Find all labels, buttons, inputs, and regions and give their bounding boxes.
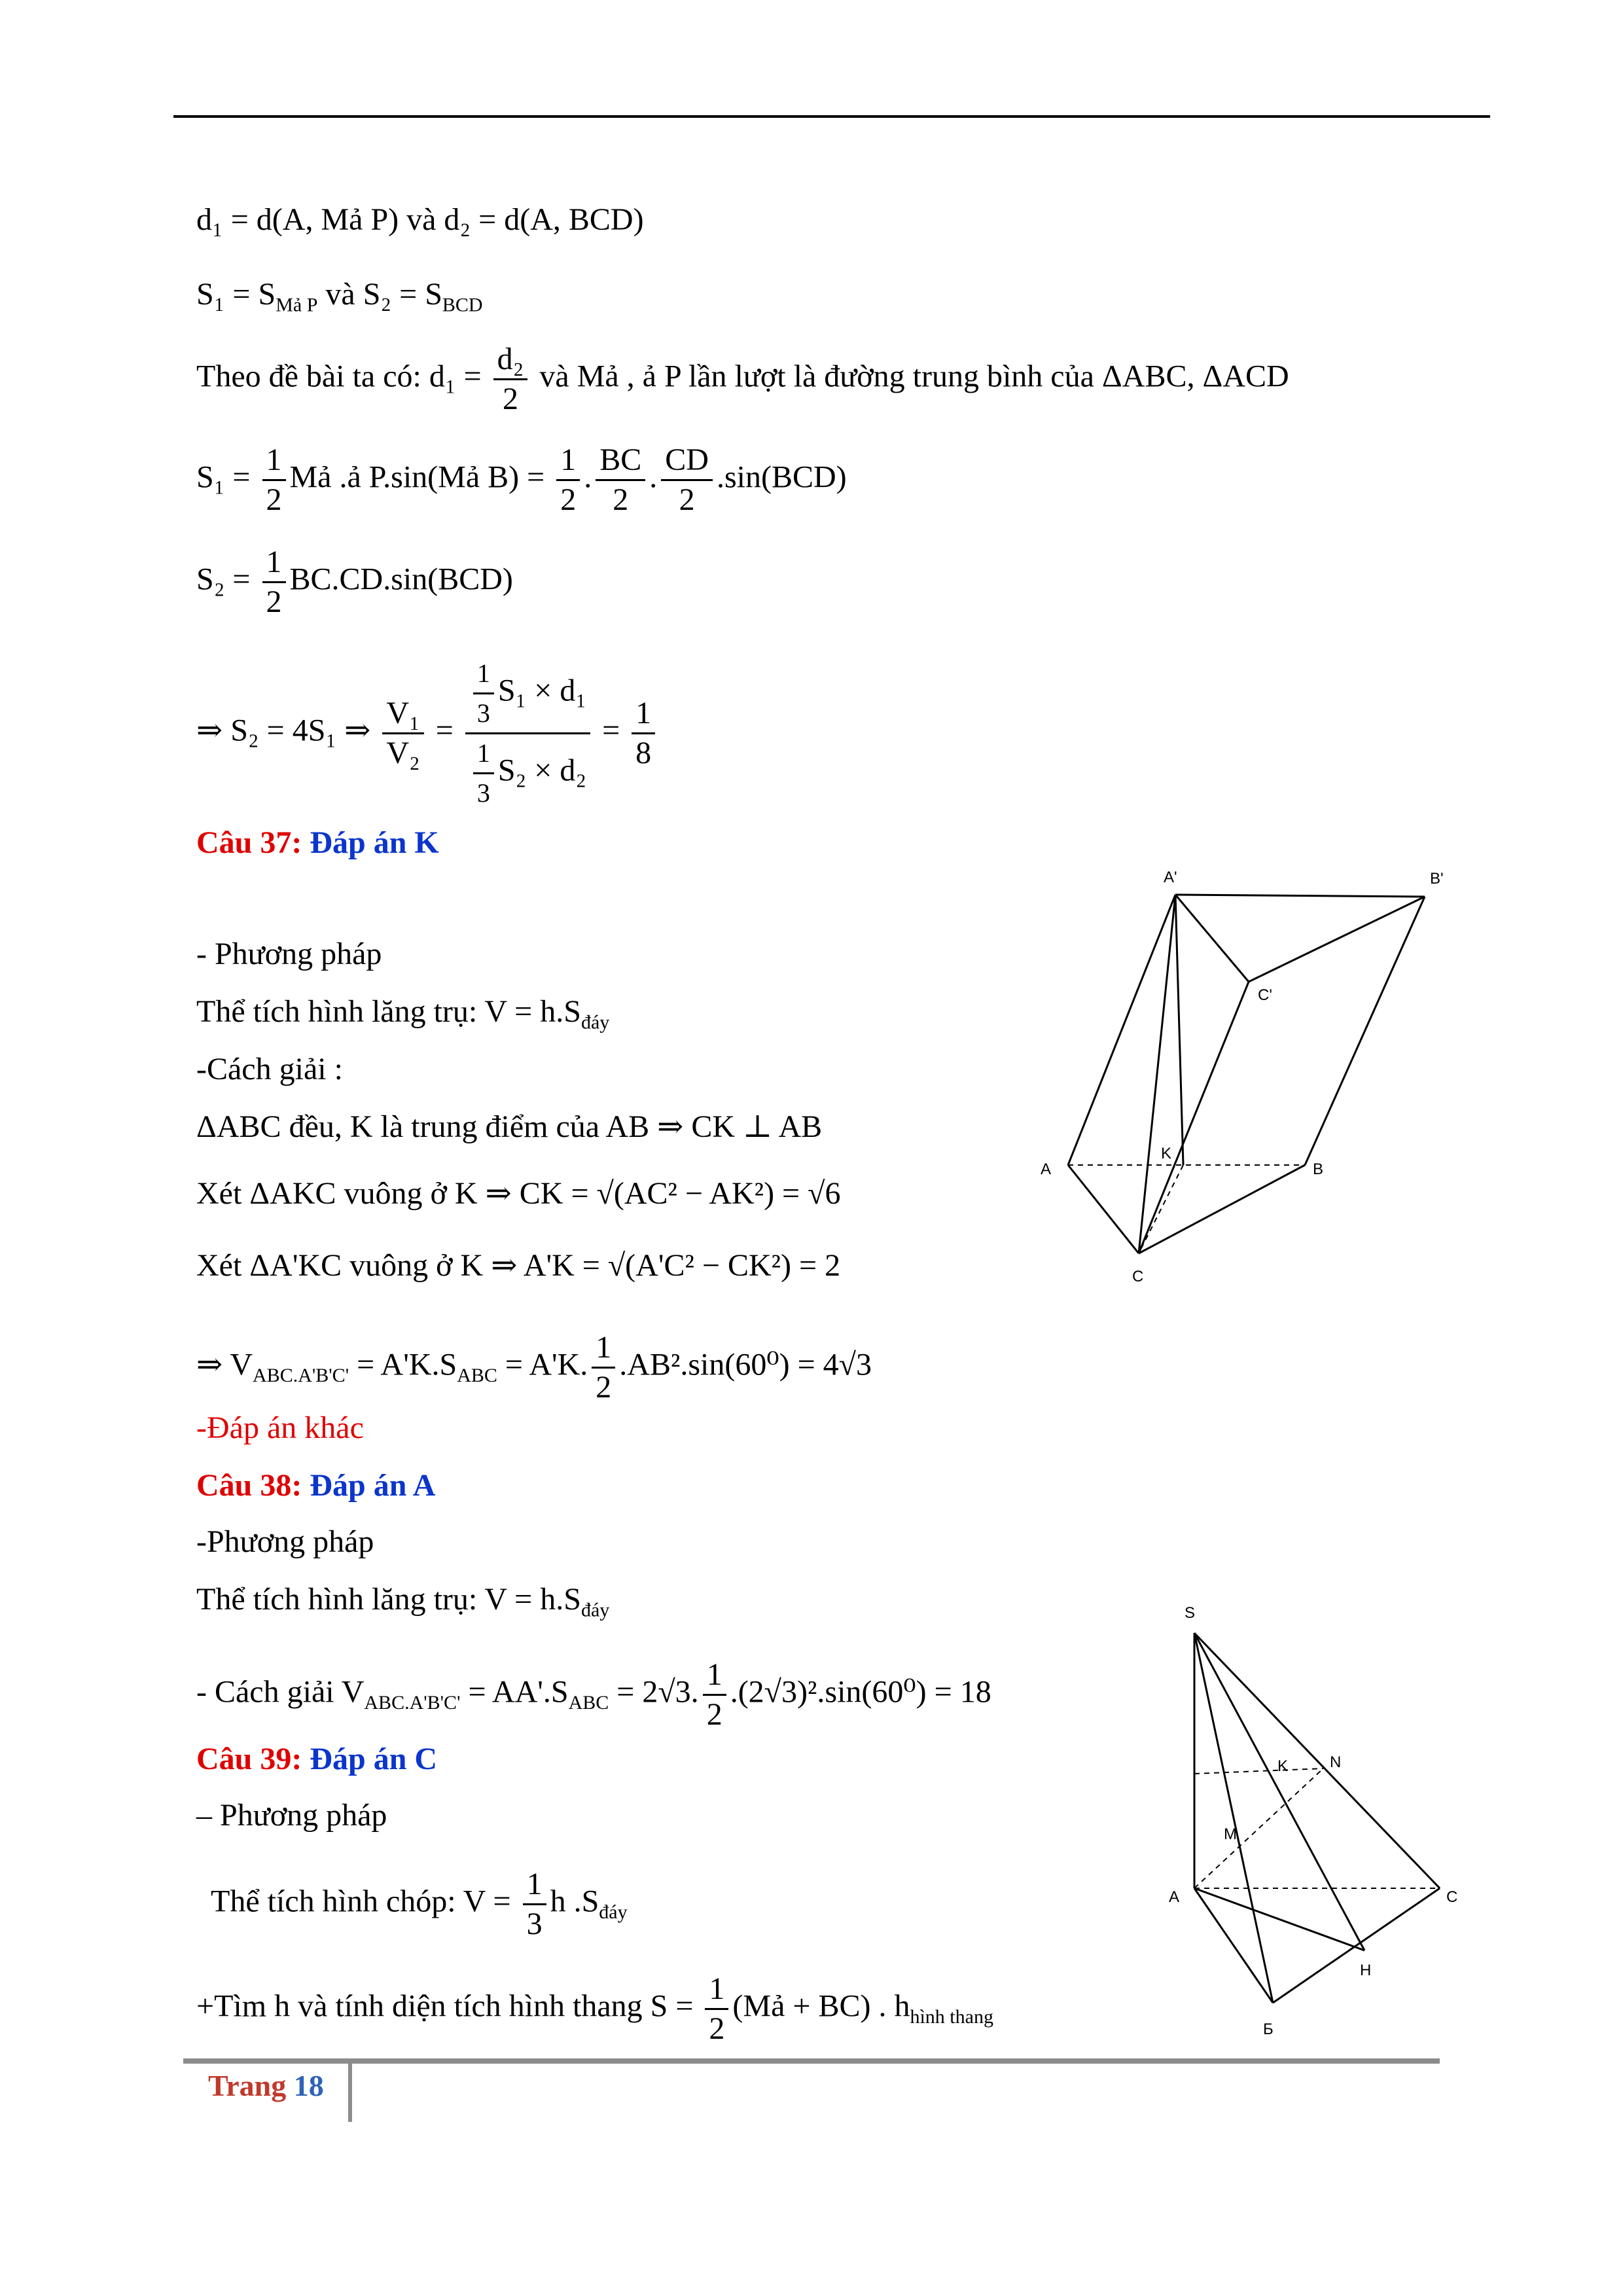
footer-rule	[183, 2058, 1440, 2064]
label-a: A	[1041, 1160, 1052, 1178]
edge-a1b1	[1175, 895, 1425, 897]
edge-b1b	[1305, 897, 1425, 1165]
label-b: Б	[1263, 2020, 1274, 2038]
q38-solve: - Cách giải $V_{ABC.A'B'C'} = AA'.S_{ABC} = 2√3$. $\frac{1}{2}$ .(2√3)².sin(60⁰) = 18	[196, 1657, 991, 1732]
edge-an-hidden	[1194, 1768, 1323, 1888]
q37-step-4: ⇒ $V_{ABC.A'B'C'} = A'K.S_{ABC} = A'K$. $\frac{1}{2}$ .AB².sin(60⁰) = 4√3	[196, 1330, 872, 1405]
label-s: S	[1185, 1604, 1196, 1622]
q39-heading: Câu 39: Đáp án C	[196, 1742, 438, 1776]
pyramid-figure	[1152, 1577, 1466, 2049]
label-a: A	[1169, 1888, 1180, 1906]
footer-divider	[348, 2062, 352, 2122]
header-rule	[173, 115, 1490, 118]
q37-other-answer: -Đáp án khác	[196, 1410, 364, 1445]
formula-line-4: S₁ = $\frac{1}{2}$ Mả .ả P.sin(Mả B) = $\frac{1}{2}$ . $\frac{BC}{2}$ . $\frac{CD}{2}$ .sin(BCD)	[196, 442, 847, 517]
formula-line-5: S₂ = $\frac{1}{2}$ BC.CD.sin(BCD)	[196, 545, 513, 619]
edge-ah	[1194, 1888, 1364, 1950]
label-b: B	[1313, 1160, 1324, 1178]
formula-line-3: Theo đề bài ta có: d₁ = $\frac{\text{d₂}}{2}$ và Mả , ả P lần lượt là đường trung bình của ΔABC, ΔACD	[196, 342, 1289, 416]
label-n: N	[1330, 1753, 1342, 1771]
edge-a1k	[1175, 895, 1183, 1165]
label-a1: A'	[1164, 869, 1177, 886]
page-number: 18	[293, 2069, 324, 2102]
footer-label: Trang	[208, 2069, 294, 2102]
q37-step-3: Xét ΔA'KC vuông ở K ⇒ A'K = √(A'C² − CK²) = 2	[196, 1248, 841, 1283]
edge-sh	[1194, 1633, 1364, 1950]
q39-find: +Tìm h và tính diện tích hình thang S = $\frac{1}{2}$ (Mả + BC) . $h_{hình thang}$	[196, 1971, 993, 2046]
q39-method: – Phương pháp	[196, 1798, 387, 1833]
q37-step-2: Xét ΔAKC vuông ở K ⇒ CK = √(AC² − AK²) = √6	[196, 1176, 841, 1211]
q37-solve: -Cách giải :	[196, 1052, 343, 1086]
label-m: M	[1224, 1825, 1237, 1843]
edge-c1b1	[1249, 897, 1425, 982]
q38-heading: Câu 38: Đáp án A	[196, 1468, 436, 1503]
edge-cb	[1139, 1165, 1305, 1253]
q37-step-1: ΔABC đều, K là trung điểm của AB ⇒ CK ⊥ AB	[196, 1109, 823, 1144]
edge-sc	[1194, 1633, 1440, 1888]
edge-a1c	[1139, 895, 1175, 1253]
label-c1: C'	[1258, 986, 1272, 1004]
edge-c1c	[1139, 982, 1249, 1253]
edge-a1c1	[1175, 895, 1249, 982]
edge-ac	[1068, 1165, 1139, 1253]
label-h: H	[1360, 1962, 1372, 1979]
edge-a1a	[1068, 895, 1175, 1165]
edge-kc-hidden	[1139, 1165, 1183, 1253]
q37-formula: Thể tích hình lăng trụ: $V = h.S_{đáy}$	[196, 994, 610, 1033]
formula-line-2: $S_1 = S_{Mả P}$ và $S_2 = S_{BCD}$	[196, 277, 483, 316]
q38-method: -Phương pháp	[196, 1524, 374, 1559]
label-b1: B'	[1430, 870, 1444, 888]
prism-figure	[1021, 857, 1479, 1302]
formula-line-6: ⇒ S₂ = 4S₁ ⇒ $\frac{\text{V₁}}{\text{V₂}}$ = $\frac{1}{3}$ S₁ × d₁ $\frac{1}{3}$ S₂ × d₂ = $\frac{1}{8}$	[196, 655, 659, 812]
q38-formula: Thể tích hình lăng trụ: $V = h.S_{đáy}$	[196, 1582, 610, 1621]
label-c: C	[1446, 1888, 1458, 1906]
label-c: C	[1132, 1268, 1144, 1285]
q37-heading: Câu 37: Đáp án K	[196, 825, 439, 860]
formula-line-1: d₁ = d(A, Mả P) và d₂ = d(A, BCD)	[196, 202, 644, 237]
label-k: K	[1277, 1757, 1289, 1775]
edge-bc	[1273, 1888, 1440, 2003]
page-footer	[208, 2068, 324, 2103]
q39-formula: Thể tích hình chóp: V = $\frac{1}{3}$ h $.S_{đáy}$	[211, 1867, 628, 1941]
edge-sb	[1194, 1633, 1273, 2003]
q37-method: - Phương pháp	[196, 937, 382, 971]
edge-mn-hidden	[1194, 1768, 1323, 1774]
label-k: K	[1161, 1145, 1172, 1162]
